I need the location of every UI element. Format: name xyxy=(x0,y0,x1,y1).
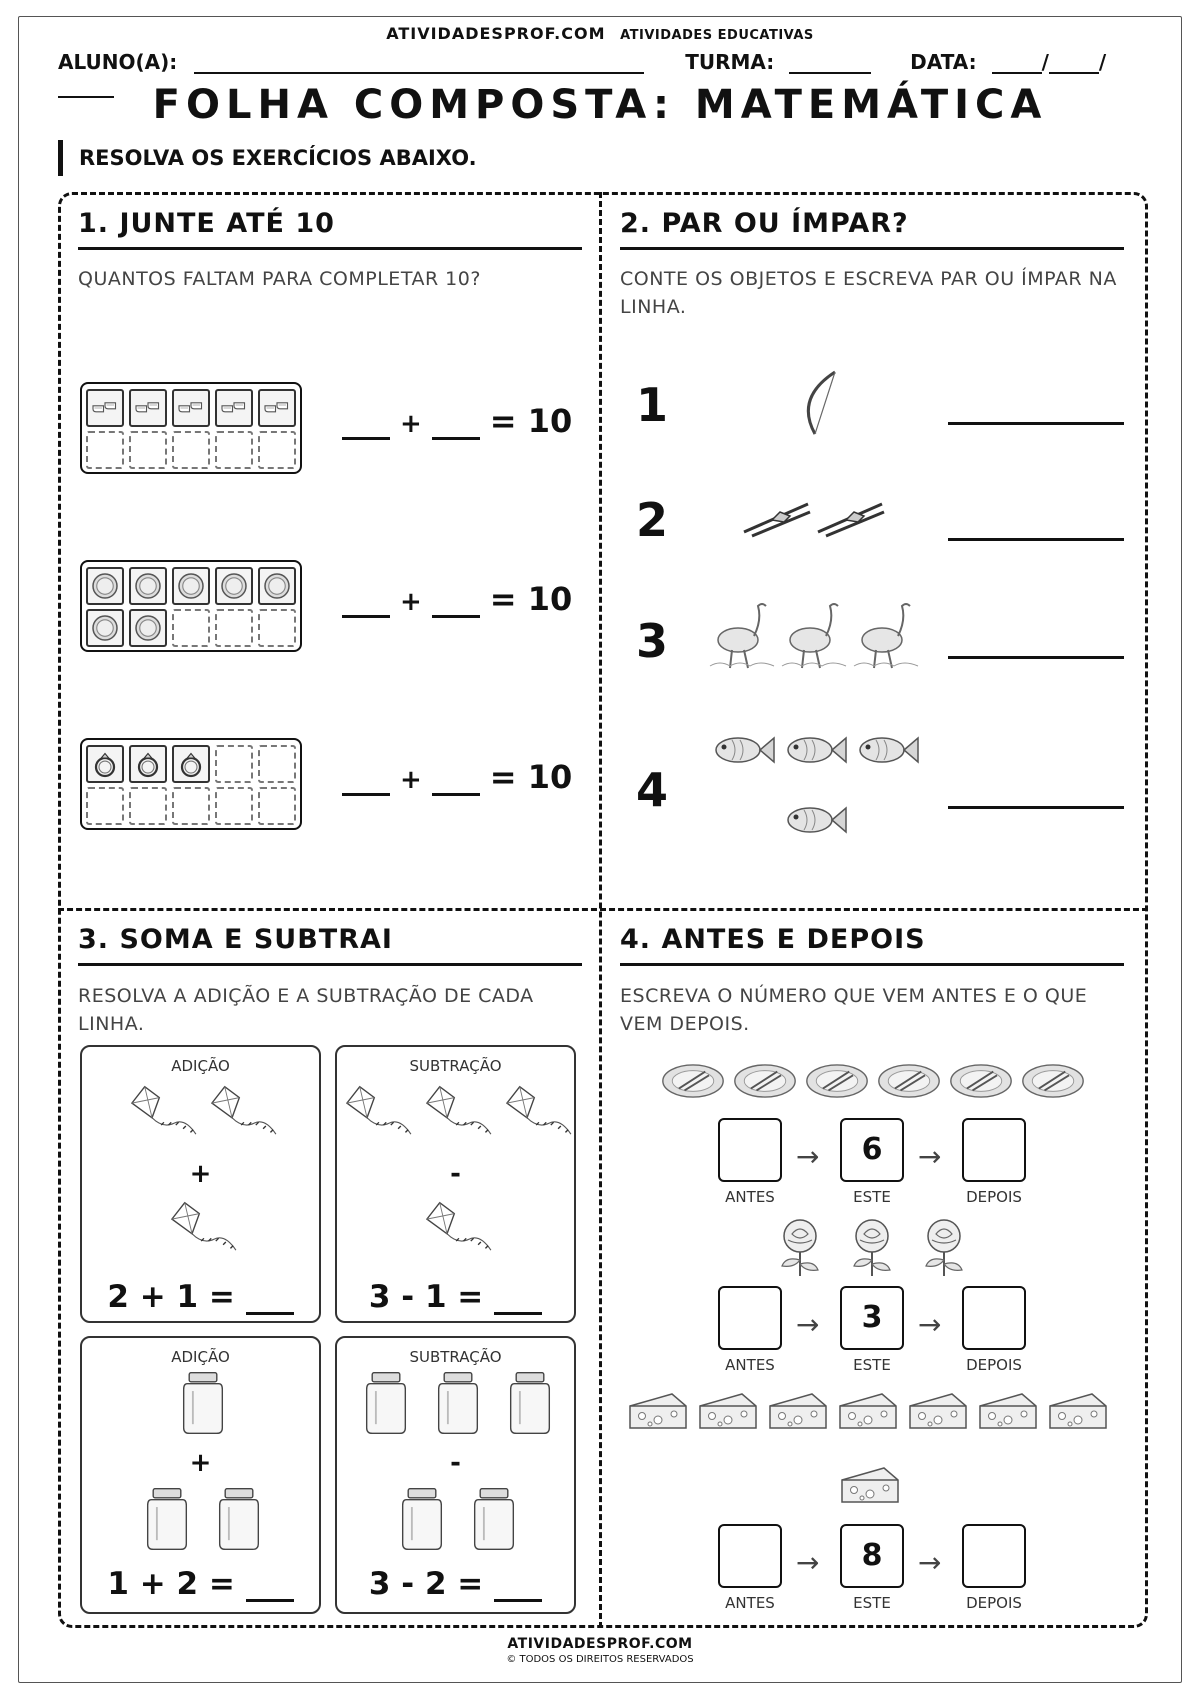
before-answer-box[interactable] xyxy=(718,1286,782,1350)
coin-icon xyxy=(133,613,163,643)
cheese-icon xyxy=(626,1390,690,1434)
ten-frame-cell-empty xyxy=(172,431,210,469)
current-number-box: 6 xyxy=(840,1118,904,1182)
arrow-icon: → xyxy=(796,1140,820,1173)
ten-frame-cell-filled xyxy=(172,567,210,605)
coin-icon xyxy=(176,571,206,601)
section-4-title: 4. ANTES E DEPOIS xyxy=(620,924,1124,966)
equals-ten: = 10 xyxy=(489,402,573,440)
par-impar-answer-line[interactable] xyxy=(948,538,1124,541)
section-1-title: 1. JUNTE ATÉ 10 xyxy=(78,208,582,250)
kite-icon xyxy=(341,1083,415,1147)
before-answer-box[interactable] xyxy=(718,1524,782,1588)
before-label: ANTES xyxy=(725,1594,775,1612)
answer-blank[interactable] xyxy=(494,1288,542,1315)
jar-icon xyxy=(144,1486,190,1552)
answer-blank[interactable] xyxy=(342,767,390,796)
after-label: DEPOIS xyxy=(966,1356,1022,1374)
this-label: ESTE xyxy=(853,1188,891,1206)
equation-text: 3 - 1 = xyxy=(368,1279,495,1315)
cheese-icon xyxy=(766,1390,830,1434)
turma-field[interactable] xyxy=(789,52,871,74)
ten-frame-cell-filled xyxy=(129,389,167,427)
operator-sign: - xyxy=(450,1448,461,1478)
after-label: DEPOIS xyxy=(966,1594,1022,1612)
card-label: SUBTRAÇÃO xyxy=(409,1057,502,1075)
equation-text: 1 + 2 = xyxy=(107,1566,246,1602)
date-month-field[interactable] xyxy=(1049,52,1099,74)
kite-icon xyxy=(421,1199,495,1263)
ten-frame-cell-empty xyxy=(215,787,253,825)
after-label: DEPOIS xyxy=(966,1188,1022,1206)
ten-frame-cell-filled xyxy=(86,609,124,647)
jar-icon xyxy=(180,1370,226,1436)
item-number: 1 xyxy=(636,378,669,432)
section-4-instruction: ESCREVA O NÚMERO QUE VEM ANTES E O QUE VEM DEPOIS. xyxy=(620,985,1088,1035)
math-card xyxy=(80,1336,321,1614)
ten-frame-cell-empty xyxy=(215,431,253,469)
grid-horizontal-divider xyxy=(58,908,1148,911)
coin-icon xyxy=(90,613,120,643)
after-answer-box[interactable] xyxy=(962,1118,1026,1182)
ten-frame-cell-empty xyxy=(172,609,210,647)
date-separator: / xyxy=(1098,50,1107,74)
rose-icon xyxy=(768,1214,832,1278)
answer-blank[interactable] xyxy=(432,589,480,618)
site-subtitle: ATIVIDADES EDUCATIVAS xyxy=(620,28,814,43)
plate-icon xyxy=(660,1060,726,1102)
ten-frame-cell-filled xyxy=(215,567,253,605)
before-answer-box[interactable] xyxy=(718,1118,782,1182)
site-name: ATIVIDADESPROF.COM xyxy=(386,24,606,43)
arrow-icon: → xyxy=(796,1308,820,1341)
ten-frame-cell-filled xyxy=(258,567,296,605)
cheese-icon xyxy=(836,1390,900,1434)
ten-frame-cell-filled xyxy=(86,389,124,427)
plate-icon xyxy=(948,1060,1014,1102)
socks-icon xyxy=(90,393,120,423)
ring-icon xyxy=(90,749,120,779)
turma-label: TURMA: xyxy=(685,50,775,74)
math-card xyxy=(335,1336,576,1614)
current-number-box: 8 xyxy=(840,1524,904,1588)
answer-blank[interactable] xyxy=(494,1575,542,1602)
section-1-instruction: QUANTOS FALTAM PARA COMPLETAR 10? xyxy=(78,268,481,290)
ten-frame-cell-empty xyxy=(215,745,253,783)
bow-icon xyxy=(795,368,845,438)
arrow-icon: → xyxy=(918,1308,942,1341)
fish-icon xyxy=(780,730,850,770)
arrow-icon: → xyxy=(918,1140,942,1173)
ostrich-icon xyxy=(780,600,850,670)
plate-icon xyxy=(1020,1060,1086,1102)
par-impar-answer-line[interactable] xyxy=(948,656,1124,659)
ten-frame-cell-filled xyxy=(215,389,253,427)
equals-ten: = 10 xyxy=(489,758,573,796)
fish-icon xyxy=(852,730,922,770)
ten-frame-cell-filled xyxy=(86,567,124,605)
ten-frame-cell-empty xyxy=(129,431,167,469)
operator-sign: - xyxy=(450,1159,461,1189)
item-number: 3 xyxy=(636,614,669,668)
cheese-icon xyxy=(1046,1390,1110,1434)
socks-icon xyxy=(262,393,292,423)
skis-icon xyxy=(742,498,812,538)
ten-frame-cell-filled xyxy=(129,609,167,647)
item-number: 4 xyxy=(636,763,669,817)
socks-icon xyxy=(133,393,163,423)
ring-icon xyxy=(176,749,206,779)
ten-frame-cell-empty xyxy=(258,609,296,647)
kite-icon xyxy=(166,1199,240,1263)
plus-sign: + xyxy=(400,409,422,439)
skis-icon xyxy=(816,498,886,538)
aluno-field[interactable] xyxy=(194,52,644,74)
arrow-icon: → xyxy=(918,1546,942,1579)
answer-blank[interactable] xyxy=(342,411,390,440)
item-number: 2 xyxy=(636,493,669,547)
equals-ten: = 10 xyxy=(489,580,573,618)
card-label: SUBTRAÇÃO xyxy=(409,1348,502,1366)
kite-icon xyxy=(501,1083,575,1147)
ring-icon xyxy=(133,749,163,779)
data-label: DATA: xyxy=(910,50,977,74)
cheese-icon xyxy=(906,1390,970,1434)
coin-icon xyxy=(219,571,249,601)
socks-icon xyxy=(219,393,249,423)
plus-sign: + xyxy=(400,587,422,617)
jar-icon xyxy=(435,1370,481,1436)
math-card xyxy=(335,1045,576,1323)
jar-icon xyxy=(216,1486,262,1552)
equation-text: 3 - 2 = xyxy=(368,1566,495,1602)
rose-icon xyxy=(840,1214,904,1278)
plate-icon xyxy=(804,1060,870,1102)
par-impar-answer-line[interactable] xyxy=(948,806,1124,809)
card-equation xyxy=(82,1566,319,1602)
ten-frame-cell-filled xyxy=(258,389,296,427)
kite-icon xyxy=(421,1083,495,1147)
plate-icon xyxy=(732,1060,798,1102)
aluno-label: ALUNO(A): xyxy=(58,50,178,74)
addition-equation xyxy=(342,580,572,618)
ten-frame-cell-filled xyxy=(129,745,167,783)
ten-frame-cell-empty xyxy=(86,787,124,825)
ostrich-icon xyxy=(852,600,922,670)
addition-equation xyxy=(342,402,572,440)
ten-frame xyxy=(80,382,302,474)
card-equation xyxy=(337,1566,574,1602)
card-equation xyxy=(82,1279,319,1315)
card-label: ADIÇÃO xyxy=(171,1057,230,1075)
after-answer-box[interactable] xyxy=(962,1524,1026,1588)
equation-text: 2 + 1 = xyxy=(107,1279,246,1315)
operator-sign: + xyxy=(189,1448,212,1478)
coin-icon xyxy=(262,571,292,601)
after-answer-box[interactable] xyxy=(962,1286,1026,1350)
fish-icon xyxy=(780,800,850,840)
ten-frame-cell-empty xyxy=(258,787,296,825)
coin-icon xyxy=(90,571,120,601)
footer xyxy=(0,1636,1200,1665)
math-card xyxy=(80,1045,321,1323)
kite-icon xyxy=(206,1083,280,1147)
current-number-box: 3 xyxy=(840,1286,904,1350)
par-impar-answer-line[interactable] xyxy=(948,422,1124,425)
before-label: ANTES xyxy=(725,1356,775,1374)
card-label: ADIÇÃO xyxy=(171,1348,230,1366)
arrow-icon: → xyxy=(796,1546,820,1579)
ten-frame xyxy=(80,738,302,830)
addition-equation xyxy=(342,758,572,796)
footer-site: ATIVIDADESPROF.COM xyxy=(507,1636,693,1652)
jar-icon xyxy=(363,1370,409,1436)
jar-icon xyxy=(471,1486,517,1552)
ten-frame-cell-empty xyxy=(215,609,253,647)
answer-blank[interactable] xyxy=(342,589,390,618)
plus-sign: + xyxy=(400,765,422,795)
plate-icon xyxy=(876,1060,942,1102)
ten-frame-cell-empty xyxy=(258,431,296,469)
ostrich-icon xyxy=(708,600,778,670)
date-day-field[interactable] xyxy=(992,52,1042,74)
ten-frame-cell-filled xyxy=(86,745,124,783)
this-label: ESTE xyxy=(853,1594,891,1612)
ten-frame-cell-empty xyxy=(129,787,167,825)
card-equation xyxy=(337,1279,574,1315)
coin-icon xyxy=(133,571,163,601)
ten-frame-cell-empty xyxy=(86,431,124,469)
answer-blank[interactable] xyxy=(246,1288,294,1315)
ten-frame-cell-empty xyxy=(258,745,296,783)
this-label: ESTE xyxy=(853,1356,891,1374)
page-title: FOLHA COMPOSTA: MATEMÁTICA xyxy=(152,82,1048,128)
ten-frame-cell-filled xyxy=(172,389,210,427)
site-header xyxy=(0,24,1200,43)
section-2-instruction: CONTE OS OBJETOS E ESCREVA PAR OU ÍMPAR NA LINHA. xyxy=(620,268,1117,318)
cheese-icon xyxy=(696,1390,760,1434)
ten-frame-cell-filled xyxy=(129,567,167,605)
answer-blank[interactable] xyxy=(246,1575,294,1602)
answer-blank[interactable] xyxy=(432,767,480,796)
section-3-title: 3. SOMA E SUBTRAI xyxy=(78,924,582,966)
kite-icon xyxy=(126,1083,200,1147)
section-3-instruction: RESOLVA A ADIÇÃO E A SUBTRAÇÃO DE CADA LINHA. xyxy=(78,985,534,1035)
ten-frame xyxy=(80,560,302,652)
jar-icon xyxy=(507,1370,553,1436)
page-instruction: RESOLVA OS EXERCÍCIOS ABAIXO. xyxy=(58,140,477,176)
date-separator: / xyxy=(1041,50,1049,74)
fish-icon xyxy=(708,730,778,770)
ten-frame-cell-filled xyxy=(172,745,210,783)
socks-icon xyxy=(176,393,206,423)
cheese-icon xyxy=(976,1390,1040,1434)
operator-sign: + xyxy=(189,1159,212,1189)
section-2-title: 2. PAR OU ÍMPAR? xyxy=(620,208,1124,250)
answer-blank[interactable] xyxy=(432,411,480,440)
jar-icon xyxy=(399,1486,445,1552)
rose-icon xyxy=(912,1214,976,1278)
footer-rights: © TODOS OS DIREITOS RESERVADOS xyxy=(506,1654,694,1665)
student-info-row xyxy=(58,50,1148,80)
cheese-icon xyxy=(838,1464,902,1508)
before-label: ANTES xyxy=(725,1188,775,1206)
ten-frame-cell-empty xyxy=(172,787,210,825)
